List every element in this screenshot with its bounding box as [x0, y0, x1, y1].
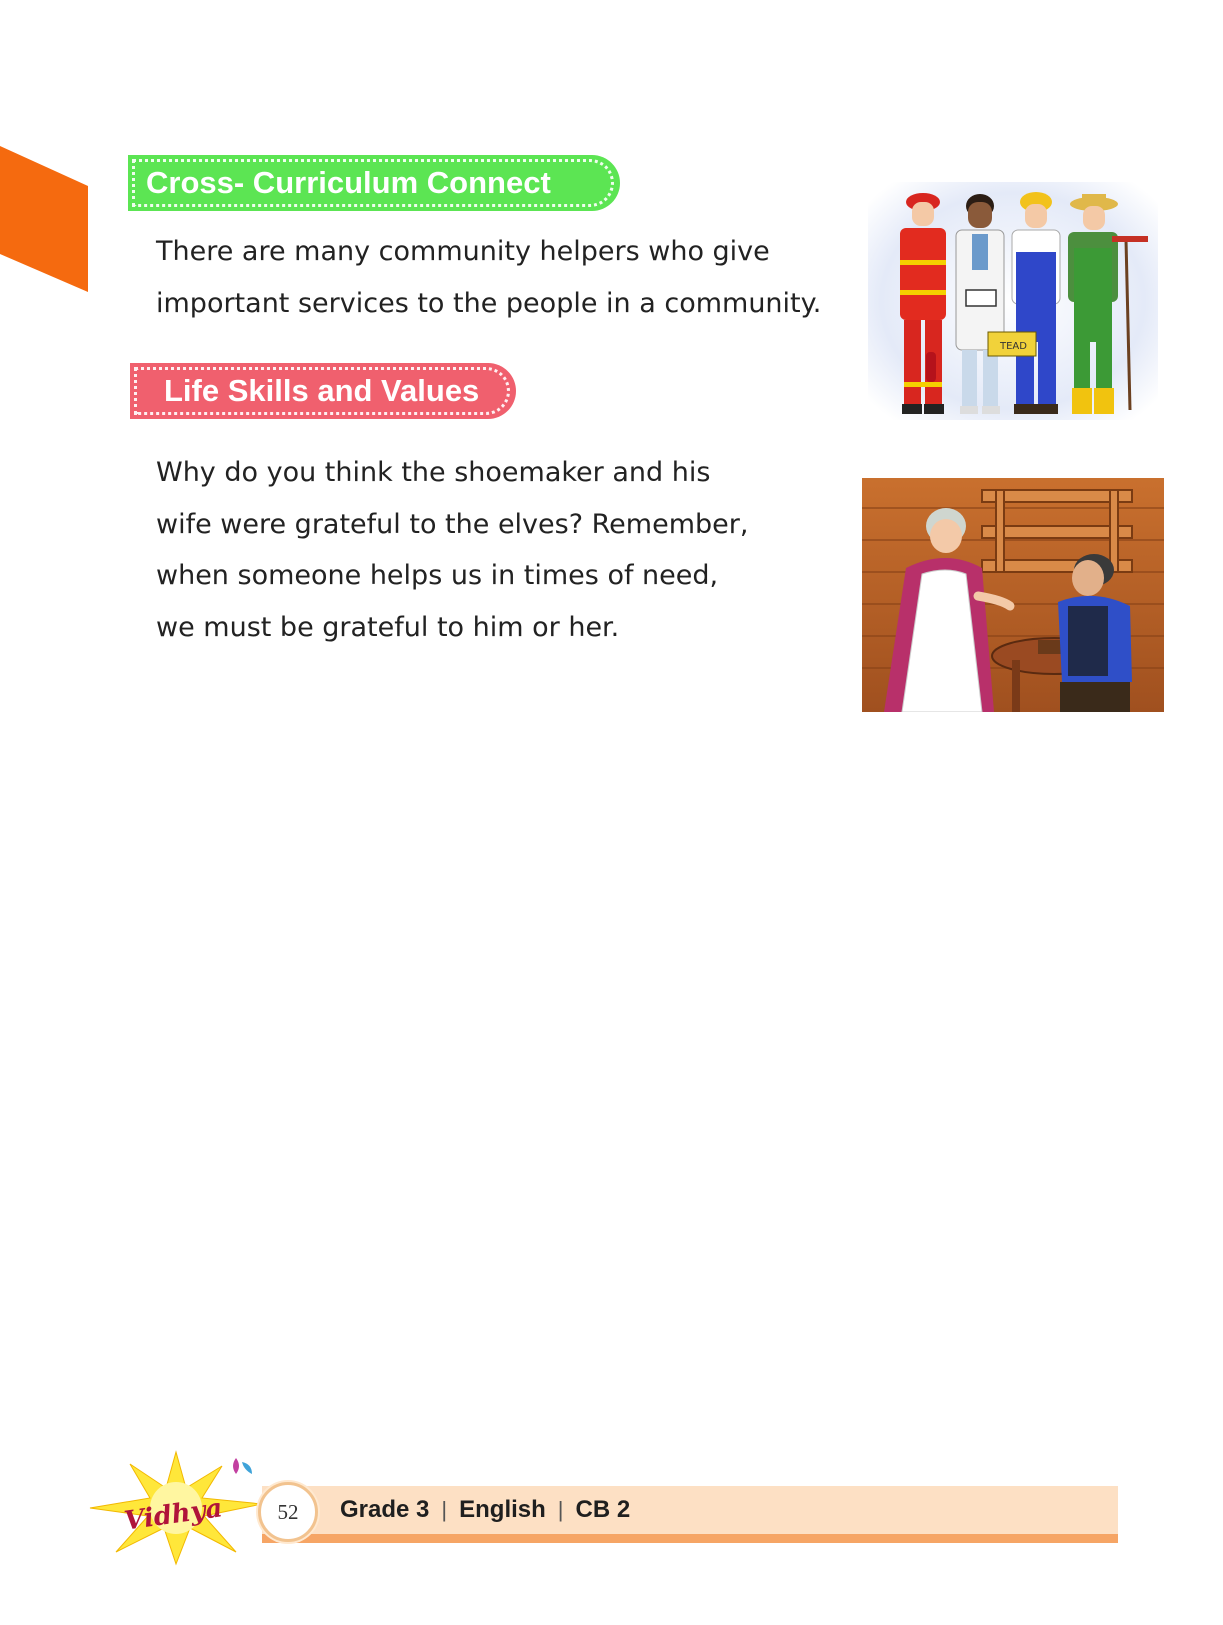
page-footer [0, 1448, 1223, 1578]
text-line: There are many community helpers who give [156, 236, 770, 267]
footer-grade: Grade 3 [340, 1496, 430, 1523]
footer-caption [340, 1486, 630, 1534]
cross-curriculum-banner [128, 155, 620, 211]
cross-curriculum-heading: Cross- Curriculum Connect [146, 165, 551, 200]
text-line: Why do you think the shoemaker and his [156, 457, 711, 488]
text-line: wife were grateful to the elves? Remember, [156, 508, 749, 540]
footer-book: CB 2 [575, 1496, 631, 1523]
cross-curriculum-text [156, 226, 821, 329]
text-line: we must be grateful to him or her. [156, 611, 620, 643]
footer-separator: | [441, 1497, 448, 1522]
footer-subject: English [459, 1496, 546, 1523]
corner-tab-decoration [0, 146, 88, 292]
helpers-sign-text: TEAD [1000, 341, 1027, 352]
shelf-shape [982, 490, 1132, 572]
logo-text: Vidhya [122, 1493, 225, 1537]
footer-separator: | [557, 1497, 564, 1522]
shoemaker-illustration [862, 478, 1164, 712]
page-number: 52 [258, 1482, 318, 1542]
life-skills-heading: Life Skills and Values [164, 373, 480, 408]
life-skills-text [156, 447, 748, 653]
text-line: important services to the people in a community. [156, 287, 822, 319]
community-helpers-illustration [868, 182, 1158, 420]
life-skills-banner [130, 363, 516, 419]
text-line: when someone helps us in times of need, [156, 560, 719, 591]
